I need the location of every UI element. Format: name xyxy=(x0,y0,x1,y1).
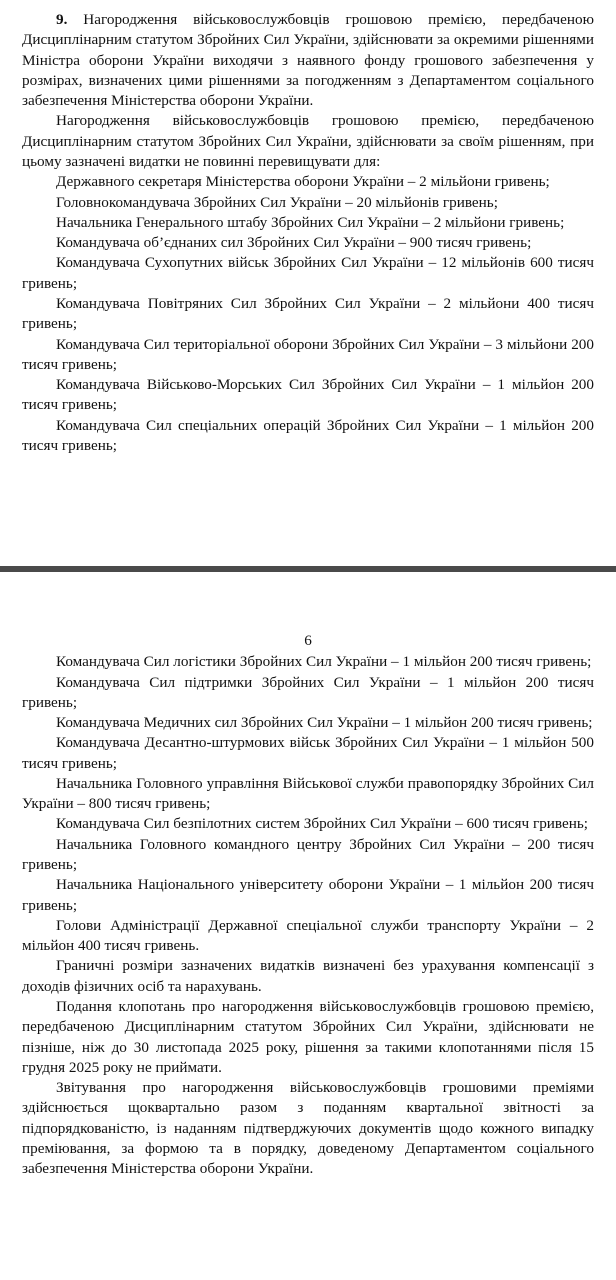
paragraph: Командувача Сил підтримки Збройних Сил України – 1 мільйон 200 тисяч гривень; xyxy=(22,673,594,711)
paragraph: Командувача Військово-Морських Сил Збройних Сил України – 1 мільйон 200 тисяч гривень; xyxy=(22,376,594,414)
paragraph: Командувача Сил спеціальних операцій Збройних Сил України – 1 мільйон 200 тисяч гривень; xyxy=(22,416,594,454)
paragraph: Командувача Сил логістики Збройних Сил України – 1 мільйон 200 тисяч гривень; xyxy=(56,653,592,671)
paragraph: Начальника Генерального штабу Збройних Сил України – 2 мільйони гривень; xyxy=(56,213,565,231)
paragraph: Командувача Сил безпілотних систем Збройних Сил України – 600 тисяч гривень; xyxy=(56,815,589,833)
paragraph: Граничні розміри зазначених видатків визначені без урахування компенсації з доходів фізичних осіб та нарахувань. xyxy=(22,957,594,995)
paragraph-text: Нагородження військовослужбовців грошовою премією, передбаченою Дисциплінарним статутом Збройних Сил України, здійснювати за окремими рішеннями Міністра оборони України виходячи з наявного фонду грошового забезпечення у розмірах, визначених цими рішеннями за погодженням з Департаментом соціального забезпечення Міністерства оборони України. xyxy=(22,11,594,110)
document-page-1 xyxy=(0,0,616,566)
paragraph: Командувача Десантно-штурмових військ Збройних Сил України – 1 мільйон 500 тисяч гривень; xyxy=(22,734,594,772)
paragraph: Державного секретаря Міністерства оборони України – 2 мільйони гривень; xyxy=(56,173,550,191)
paragraph: Командувача Повітряних Сил Збройних Сил України – 2 мільйони 400 тисяч гривень; xyxy=(22,294,594,333)
paragraph: Подання клопотань про нагородження військовослужбовців грошовою премією, передбаченою Дисциплінарним статутом Збройних Сил України, здійснювати не пізніше, ніж до 30 листопада 2025 року, рішення за такими клопотаннями після 15 грудня 2025 року не приймати. xyxy=(22,998,594,1076)
paragraph: Звітування про нагородження військовослужбовців грошовими преміями здійснюється щоквартально разом з поданням квартальної звітності за підпорядкованістю, із наданням підтверджуючих документів щодо кожного випадку преміювання, за формою та в порядку, доведеному Департаментом соціального забезпечення Міністерства оборони України. xyxy=(22,1079,594,1178)
document-page-2 xyxy=(0,572,616,1280)
paragraph: Начальника Головного управління Військової служби правопорядку Збройних Сил України – 800 тисяч гривень; xyxy=(22,774,594,813)
paragraph: Начальника Головного командного центру Збройних Сил України – 200 тисяч гривень; xyxy=(22,835,594,874)
paragraph: Начальника Національного університету оборони України – 1 мільйон 200 тисяч гривень; xyxy=(22,876,594,914)
page-number: 6 xyxy=(304,632,312,649)
paragraph: Голови Адміністрації Державної спеціальної служби транспорту України – 2 мільйон 400 тисяч гривень. xyxy=(22,916,594,955)
paragraph: Командувача Медичних сил Збройних Сил України – 1 мільйон 200 тисяч гривень; xyxy=(56,714,593,732)
paragraph-number: 9. xyxy=(56,11,68,28)
paragraph: Командувача Сил територіальної оборони Збройних Сил України – 3 мільйони 200 тисяч гривень; xyxy=(22,335,594,373)
paragraph: Нагородження військовослужбовців грошовою премією, передбаченою Дисциплінарним статутом Збройних Сил України, здійснювати за своїм рішенням, при цьому зазначені видатки не повинні перевищувати для: xyxy=(22,112,594,170)
paragraph: Командувача об’єднаних сил Збройних Сил України – 900 тисяч гривень; xyxy=(56,234,532,252)
paragraph-item-9 xyxy=(22,10,594,111)
paragraph: Головнокомандувача Збройних Сил України – 20 мільйонів гривень; xyxy=(56,193,498,211)
paragraph: Командувача Сухопутних військ Збройних Сил України – 12 мільйонів 600 тисяч гривень; xyxy=(22,254,594,292)
